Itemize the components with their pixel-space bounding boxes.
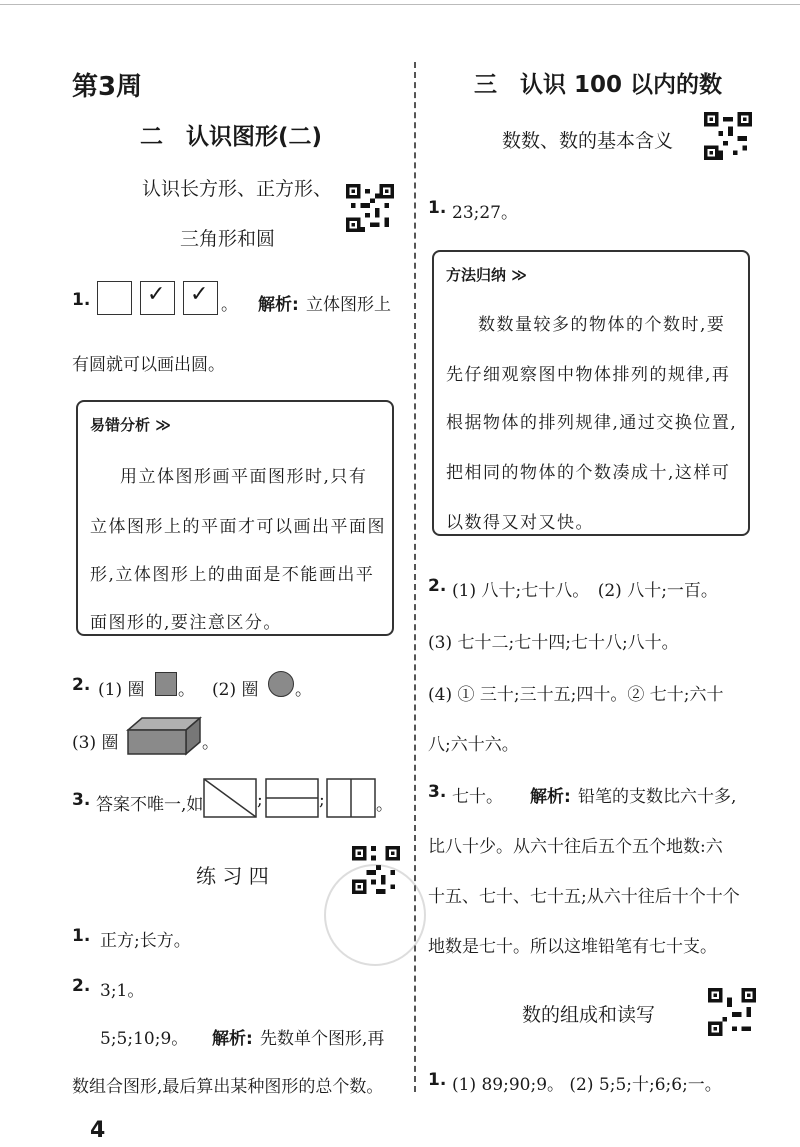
answer-box-empty — [97, 281, 132, 315]
q2-number: 2. — [72, 675, 91, 695]
r-q3-line: 十五、七十、七十五;从六十往后十个十个 — [428, 887, 740, 907]
r-q3-analysis-label: 解析: — [530, 787, 571, 807]
practice-title: 练 习 四 — [196, 864, 269, 888]
q1-analysis-text-cont: 有圆就可以画出圆。 — [72, 355, 225, 375]
box-line: 以数得又对又快。 — [446, 513, 594, 533]
r-q3-line: 比八十少。从六十往后五个五个地数:六 — [428, 837, 723, 857]
q1-analysis-text: 立体图形上 — [306, 295, 391, 315]
cuboid-shape — [126, 716, 202, 756]
qr-code-icon[interactable] — [346, 184, 394, 232]
watermark-seal — [300, 860, 450, 990]
week-heading: 第3周 — [72, 72, 143, 102]
section-title-left: 二 认识图形(二) — [140, 124, 323, 150]
r-q2-line: 八;六十六。 — [428, 735, 519, 755]
r-q1-number: 1. — [428, 198, 447, 218]
p2-text: 3;1。 — [100, 981, 145, 1001]
p1-text: 正方;长方。 — [100, 931, 191, 951]
answer-box-checked — [140, 281, 175, 315]
rect-horizontal-figure — [265, 778, 319, 818]
r-q2-line: (4) ① 三十;三十五;四十。② 七十;六十 — [428, 685, 724, 705]
r-q2-line: (1) 八十;七十八。 (2) 八十;一百。 — [452, 581, 718, 601]
right-subtitle: 数数、数的基本含义 — [502, 130, 674, 152]
r-s2-q1-text: (1) 89;90;9。 (2) 5;5;十;6;6;一。 — [452, 1075, 722, 1095]
q2-dot: 。 — [202, 733, 219, 753]
watermark — [300, 860, 450, 990]
square-shape — [155, 672, 177, 696]
p2-analysis-text-cont: 数组合图形,最后算出某种图形的总个数。 — [72, 1077, 384, 1097]
page-number: 4 — [90, 1118, 106, 1143]
box-line: 用立体图形画平面图形时,只有 — [120, 467, 368, 487]
p2-analysis-text: 先数单个图形,再 — [260, 1029, 385, 1049]
box-line: 根据物体的排列规律,通过交换位置, — [446, 413, 738, 433]
q1-period: 。 — [221, 295, 238, 315]
box-line: 形,立体图形上的曲面是不能画出平 — [90, 565, 375, 585]
q1-analysis-label: 解析: — [258, 295, 299, 315]
circle-shape — [268, 671, 294, 697]
r-q3-line: 地数是七十。所以这堆铅笔有七十支。 — [428, 937, 717, 957]
r-q2-number: 2. — [428, 576, 447, 596]
answer-box-checked — [183, 281, 218, 315]
check-icon: ✓ — [147, 282, 166, 307]
r-q3-number: 3. — [428, 782, 447, 802]
q2-dot: 。 — [295, 680, 312, 700]
qr-code-icon[interactable] — [704, 112, 752, 160]
q2-part2: (2) 圈 — [212, 680, 259, 700]
box-line: 把相同的物体的个数凑成十,这样可 — [446, 463, 731, 483]
r-s2-q1-number: 1. — [428, 1070, 447, 1090]
p2b-text: 5;5;10;9。 — [100, 1029, 189, 1049]
q3-number: 3. — [72, 790, 91, 810]
q2-part3: (3) 圈 — [72, 733, 119, 753]
rect-vertical-figure — [326, 778, 376, 818]
check-icon: ✓ — [190, 282, 209, 307]
q1-number: 1. — [72, 290, 91, 310]
method-summary-box — [432, 250, 750, 536]
right-subtitle-2: 数的组成和读写 — [522, 1004, 656, 1026]
q3-text: 答案不唯一,如 — [96, 795, 204, 815]
box-line: 面图形的,要注意区分。 — [90, 613, 282, 633]
q3-end: 。 — [376, 795, 393, 815]
box-title: 易错分析 ≫ — [90, 416, 171, 434]
q2-part1: (1) 圈 — [98, 680, 145, 700]
box-title: 方法归纳 ≫ — [446, 266, 527, 284]
box-line: 立体图形上的平面才可以画出平面图 — [90, 517, 386, 537]
subtitle-line-1: 认识长方形、正方形、 — [142, 178, 333, 200]
r-q2-line: (3) 七十二;七十四;七十八;八十。 — [428, 633, 679, 653]
q3-separator: ; — [319, 790, 325, 810]
p2-number: 2. — [72, 976, 91, 996]
box-line: 数数量较多的物体的个数时,要 — [478, 315, 726, 335]
r-q3-line: 铅笔的支数比六十多, — [578, 787, 737, 807]
top-border-line — [0, 4, 800, 5]
r-q1-text: 23;27。 — [452, 203, 518, 223]
subtitle-line-2: 三角形和圆 — [180, 228, 276, 250]
p2-analysis-label: 解析: — [212, 1029, 253, 1049]
section-title-right: 三 认识 100 以内的数 — [474, 72, 723, 98]
rect-diagonal-figure — [203, 778, 257, 818]
mistake-analysis-box — [76, 400, 394, 636]
box-line: 先仔细观察图中物体排列的规律,再 — [446, 365, 731, 385]
qr-code-icon[interactable] — [708, 988, 756, 1036]
q3-separator: ; — [257, 790, 263, 810]
p1-number: 1. — [72, 926, 91, 946]
r-q3-text: 七十。 — [452, 787, 503, 807]
q2-dot: 。 — [178, 680, 195, 700]
